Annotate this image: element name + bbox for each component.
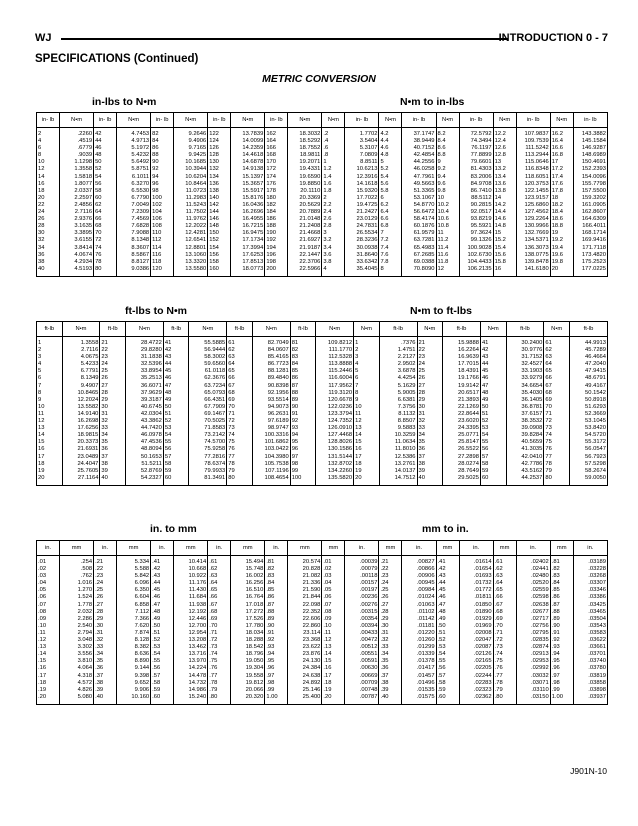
table-ftlb-nm bbox=[36, 321, 608, 486]
column-header: N•m bbox=[316, 322, 354, 337]
value-column: .21 .22 .23 .24 .25 .26 .27 .28 .29 .30 .31 .32 .33 .34 .35 .36 .37 .38 .39 .40 bbox=[379, 556, 402, 705]
table-body-row bbox=[37, 337, 608, 486]
value-column: 16.2 16.4 16.6 16.8 17 17.2 17.4 17.6 17.8 18 18.2 18.4 18.6 18.8 19 19.2 19.4 19.6 19.8 20 bbox=[550, 128, 573, 277]
column-header: in. bbox=[516, 541, 550, 556]
column-header: in. bbox=[37, 541, 60, 556]
value-column: 82.7049 84.0607 85.4165 86.7723 88.1281 89.4840 90.8398 92.1956 93.5514 94.9073 96.2631 97.6189 98.9747 100.3316 101.6862 103.0422 104.3980 105.7538 107.1196 108.4654 bbox=[252, 337, 290, 486]
value-column: .2260 .4519 .6779 .9039 1.1298 1.3558 1.5818 1.8077 2.0337 2.2597 2.4856 2.7116 2.9376 3.1635 3.3895 3.6155 3.8414 4.0674 4.2934 4.5193 bbox=[60, 128, 94, 277]
value-column: 15.494 15.748 16.002 16.256 16.510 16.764 17.018 17.272 17.526 17.780 18.034 18.288 18.542 18.796 19.050 19.304 19.558 19.812 20.066 20.320 bbox=[231, 556, 265, 705]
column-header: in. bbox=[94, 541, 117, 556]
value-column: 41 42 43 44 45 46 47 48 49 50 51 52 53 54 55 56 57 58 59 60 bbox=[163, 337, 189, 486]
section-page: INTRODUCTION 0 - 7 bbox=[498, 32, 608, 44]
column-header: N•m bbox=[544, 322, 570, 337]
column-header: ft-lb bbox=[227, 322, 253, 337]
value-column: 13.7839 14.0099 14.2359 14.4618 14.6878 14.9138 15.1397 15.3657 15.5917 15.8176 16.0436 16.2696 16.4955 16.7215 16.9475 17.1734 17.3994 17.6253 17.8513 18.0773 bbox=[231, 128, 265, 277]
value-column: .01 .02 .03 .04 .05 .06 .07 .08 .09 .10 .11 .12 .13 .14 .15 .16 .17 .18 .19 .20 bbox=[37, 556, 60, 705]
value-column: 4.7453 4.9713 5.1972 5.4232 5.6492 5.8751 6.1011 6.3270 6.5530 6.7790 7.0049 7.2309 7.4569 7.6828 7.9088 8.1348 8.3607 8.5867 8.8127 9.0386 bbox=[117, 128, 151, 277]
section-label-mm-to-in: mm to in. bbox=[422, 523, 469, 535]
value-column: .81 .82 .83 .84 .85 .86 .87 .88 .89 .90 .91 .92 .93 .94 .95 .96 .97 .98 .99 1.00 bbox=[550, 556, 573, 705]
model-code: WJ bbox=[35, 32, 52, 44]
column-header: in- lb bbox=[573, 113, 607, 128]
column-header: mm bbox=[493, 541, 516, 556]
value-column: 1.3558 2.7116 4.0675 5.4233 6.7791 8.1349 9.4907 10.8465 12.2024 13.5582 14.9140 16.2698 17.6256 18.9815 20.3373 21.6931 23.0489 24.4047 25.7605 27.1164 bbox=[62, 337, 100, 486]
column-header: in. bbox=[402, 541, 436, 556]
value-column: 15.9888 16.2264 16.9639 17.7015 18.4391 19.1766 19.9142 20.6517 21.3893 22.1269 22.8644 23.6020 24.3395 25.0771 25.8147 26.5522 27.2898 28.0274 28.7649 29.5025 bbox=[443, 337, 481, 486]
column-header: N•m bbox=[288, 113, 322, 128]
value-column: .01614 .01654 .01693 .01732 .01772 .01811 .01850 .01890 .01929 .01969 .02008 .02047 .02087 .02126 .02165 .02205 .02244 .02283 .02323 .02362 bbox=[459, 556, 493, 705]
value-column: 109.8212 111.1770 112.5328 113.8888 115.2446 116.6004 117.9562 119.3120 120.6678 122.0236 123.3794 124.7352 126.0910 127.4468 128.8026 130.1586 131.5144 132.8702 134.2260 135.5820 bbox=[316, 337, 354, 486]
column-header: N•m bbox=[379, 113, 402, 128]
table-body-row bbox=[37, 128, 608, 277]
column-header: N•m bbox=[126, 322, 164, 337]
table-in-mm bbox=[36, 540, 608, 705]
value-column: 30.2400 30.9776 31.7152 32.4527 33.1903 33.9279 34.6654 35.4030 36.1405 36.8781 37.6157 38.3532 39.0908 39.8284 40.5659 41.3035 42.0410 42.7786 43.5162 44.2537 bbox=[506, 337, 544, 486]
column-header: in. bbox=[459, 541, 493, 556]
column-header: N•m bbox=[493, 113, 516, 128]
value-column: 162 164 166 168 170 172 174 176 178 180 182 184 186 188 190 192 194 196 198 200 bbox=[265, 128, 288, 277]
column-header: mm bbox=[117, 541, 151, 556]
value-column: 61 62 63 64 65 66 67 68 69 70 71 72 73 74 75 76 77 78 79 80 bbox=[544, 337, 570, 486]
value-column: .61 .62 .63 .64 .65 .66 .67 .68 .69 .70 .71 .72 .73 .74 .75 .76 .77 .78 .79 .80 bbox=[208, 556, 231, 705]
column-header: N•m bbox=[231, 113, 265, 128]
column-header: in- lb bbox=[459, 113, 493, 128]
table-header-row bbox=[37, 322, 608, 337]
column-header: N•m bbox=[62, 322, 100, 337]
value-column: 4.2 4.4 4.6 4.8 5 5.2 5.4 5.6 5.8 6 6.2 6.4 6.6 6.8 7 7.2 7.4 7.6 7.8 8 bbox=[379, 128, 402, 277]
value-column: 5.334 5.588 5.842 6.096 6.350 6.604 6.858 7.112 7.366 7.620 7.874 8.128 8.382 8.636 8.890 9.144 9.398 9.652 9.906 10.160 bbox=[117, 556, 151, 705]
column-header: mm bbox=[231, 541, 265, 556]
value-column: .00827 .00866 .00906 .00945 .00984 .01024 .01063 .01102 .01142 .01181 .01220 .01260 .01299 .01339 .01378 .01417 .01457 .01496 .01535 .01575 bbox=[402, 556, 436, 705]
column-header: mm bbox=[288, 541, 322, 556]
column-header: mm bbox=[379, 541, 402, 556]
column-header: N•m bbox=[252, 322, 290, 337]
value-column: 1 2 3 4 5 6 7 8 9 10 11 12 13 14 15 16 17 18 19 20 bbox=[354, 337, 380, 486]
column-header: ft-lb bbox=[443, 322, 481, 337]
value-column: .61 .62 .63 .64 .65 .66 .67 .68 .69 .70 .71 .72 .73 .74 .75 .76 .77 .78 .79 .80 bbox=[493, 556, 516, 705]
column-header: in- lb bbox=[37, 113, 60, 128]
column-header: N•m bbox=[189, 322, 227, 337]
value-column: 8.2 8.4 8.6 8.8 9 9.2 9.4 9.6 9.8 10 10.2 10.4 10.6 10.8 11 11.2 11.4 11.6 11.8 12 bbox=[436, 128, 459, 277]
column-header: ft-lb bbox=[290, 322, 316, 337]
column-header: mm bbox=[322, 541, 345, 556]
column-header: mm bbox=[174, 541, 208, 556]
table-body-row bbox=[37, 556, 608, 705]
column-header: N•m bbox=[322, 113, 345, 128]
value-column: 18.3032 18.5292 18.7552 18.9811 19.2071 19.4331 19.6590 19.8850 20.1110 20.3369 20.5629 20.7889 21.0148 21.2408 21.4668 21.6927 21.9187 22.1447 22.3706 22.5966 bbox=[288, 128, 322, 277]
page-subtitle: METRIC CONVERSION bbox=[262, 73, 376, 85]
column-header: in- lb bbox=[402, 113, 436, 128]
value-column: 72.5792 74.3494 76.1197 77.8899 79.6601 81.4303 83.2006 84.9708 86.7410 88.5112 90.2815 92.0517 93.8219 95.5921 97.3624 99.1326 100.9028 102.6730 104.4433 106.2135 bbox=[459, 128, 493, 277]
column-header: in. bbox=[265, 541, 288, 556]
column-header: in- lb bbox=[265, 113, 288, 128]
column-header: ft-lb bbox=[379, 322, 417, 337]
value-column: .03189 .03228 .03268 .03307 .03346 .03386 .03425 .03465 .03504 .03543 .03583 .03622 .03661 .03701 .03740 .03780 .03819 .03858 .03898 .03937 bbox=[573, 556, 607, 705]
column-header: ft-lb bbox=[100, 322, 126, 337]
value-column: 37.1747 38.9449 40.7152 42.4854 44.2556 46.0258 47.7961 49.5663 51.3365 53.1067 54.8770 56.6472 58.4174 60.1876 61.9579 63.7281 65.4983 67.2685 69.0388 70.8090 bbox=[402, 128, 436, 277]
section-label-nm-to-inlb: N•m to in-lbs bbox=[400, 96, 465, 108]
value-column: .254 .508 .762 1.016 1.270 1.524 1.778 2.032 2.286 2.540 2.794 3.048 3.302 3.556 3.810 4.064 4.318 4.572 4.826 5.080 bbox=[60, 556, 94, 705]
column-header: ft-lb bbox=[163, 322, 189, 337]
value-column: 122 124 126 128 130 132 134 136 138 140 142 144 146 148 150 152 154 156 158 160 bbox=[208, 128, 231, 277]
value-column: .41 .42 .43 .44 .45 .46 .47 .48 .49 .50 .51 .52 .53 .54 .55 .56 .57 .58 .59 .60 bbox=[151, 556, 174, 705]
value-column: .2 .4 .6 .8 1 1.2 1.4 1.6 1.8 2 2.2 2.4 2.6 2.8 3 3.2 3.4 3.6 3.8 4 bbox=[322, 128, 345, 277]
value-column: 81 82 83 84 85 86 87 88 89 90 91 92 93 94 95 96 97 98 99 100 bbox=[290, 337, 316, 486]
column-header: in- lb bbox=[516, 113, 550, 128]
column-header: N•m bbox=[480, 322, 506, 337]
section-label-inlb-to-nm: in-lbs to N•m bbox=[92, 96, 157, 108]
column-header: in- lb bbox=[151, 113, 174, 128]
column-header: N•m bbox=[436, 113, 459, 128]
column-header: N•m bbox=[354, 322, 380, 337]
value-column: .01 .02 .03 .04 .05 .06 .07 .08 .09 .10 .11 .12 .13 .14 .15 .16 .17 .18 .19 .20 bbox=[322, 556, 345, 705]
column-header: N•m bbox=[174, 113, 208, 128]
column-header: N•m bbox=[417, 322, 443, 337]
page-title: SPECIFICATIONS (Continued) bbox=[35, 53, 199, 65]
column-header: N•m bbox=[60, 113, 94, 128]
value-column: 21 22 23 24 25 26 27 28 29 30 31 32 33 34 35 36 37 38 39 40 bbox=[100, 337, 126, 486]
column-header: mm bbox=[550, 541, 573, 556]
column-header: in- lb bbox=[345, 113, 379, 128]
value-column: .41 .42 .43 .44 .45 .46 .47 .48 .49 .50 .51 .52 .53 .54 .55 .56 .57 .58 .59 .60 bbox=[436, 556, 459, 705]
value-column: 61 62 63 64 65 66 67 68 69 70 71 72 73 74 75 76 77 78 79 80 bbox=[227, 337, 253, 486]
value-column: .02402 .02441 .02480 .02520 .02559 .02598 .02638 .02677 .02717 .02756 .02795 .02835 .02874 .02913 .02953 .02992 .03032 .03071 .03110 .03150 bbox=[516, 556, 550, 705]
value-column: 28.4722 29.8280 31.1838 32.5396 33.8954 35.2513 36.6071 37.9629 39.3187 40.6745 42.0304 43.3862 44.7420 46.0978 47.4536 48.8094 50.1653 51.5211 52.8769 54.2327 bbox=[126, 337, 164, 486]
table-header-row bbox=[37, 113, 608, 128]
section-label-in-to-mm: in. to mm bbox=[150, 523, 197, 535]
column-header: N•m bbox=[117, 113, 151, 128]
column-header: in- lb bbox=[94, 113, 117, 128]
value-column: 10.414 10.668 10.922 11.176 11.430 11.684 11.938 12.192 12.446 12.700 12.954 13.208 13.462 13.716 13.970 14.224 14.478 14.732 14.986 15.240 bbox=[174, 556, 208, 705]
value-column: 2 4 6 8 10 12 14 16 18 20 22 24 26 28 30 32 34 36 38 40 bbox=[37, 128, 60, 277]
value-column: .81 .82 .83 .84 .85 .86 .87 .88 .89 .90 .91 .92 .93 .94 .95 .96 .97 .98 .99 1.00 bbox=[265, 556, 288, 705]
value-column: .00039 .00079 .00118 .00157 .00197 .00236 .00276 .00315 .00354 .00394 .00433 .00472 .00512 .00551 .00591 .00630 .00669 .00709 .00748 .00787 bbox=[345, 556, 379, 705]
value-column: .21 .22 .23 .24 .25 .26 .27 .28 .29 .30 .31 .32 .33 .34 .35 .36 .37 .38 .39 .40 bbox=[94, 556, 117, 705]
column-header: mm bbox=[60, 541, 94, 556]
header-rule bbox=[61, 38, 508, 40]
value-column: 41 42 43 44 45 46 47 48 49 50 51 52 53 54 55 56 57 58 59 60 bbox=[480, 337, 506, 486]
section-label-ftlb-to-nm: ft-lbs to N•m bbox=[125, 305, 188, 317]
value-column: 12.2 12.4 12.6 12.8 13 13.2 13.4 13.6 13.8 14 14.2 14.4 14.6 14.8 15 15.2 15.4 15.6 15.8 16 bbox=[493, 128, 516, 277]
page-header bbox=[35, 32, 608, 46]
column-header: in. bbox=[573, 541, 607, 556]
value-column: 1.7702 3.5404 5.3107 7.0809 8.8511 10.6213 12.3916 14.1618 15.9320 17.7022 19.4725 21.2427 23.0129 24.7831 26.5534 28.3236 30.0938 31.8640 33.6342 35.4045 bbox=[345, 128, 379, 277]
value-column: 42 44 46 48 50 52 54 56 58 60 62 64 66 68 70 72 74 76 78 80 bbox=[94, 128, 117, 277]
column-header: N•m bbox=[550, 113, 573, 128]
value-column: 44.9913 45.7289 46.4664 47.2040 47.9415 48.6791 49.4167 50.1542 50.8918 51.6293 52.3669 53.1045 53.8420 54.5720 55.3172 56.0547 56.7923 57.5298 58.2674 59.0050 bbox=[569, 337, 607, 486]
value-column: 82 84 86 88 90 92 94 96 98 100 102 104 106 108 110 112 114 116 118 120 bbox=[151, 128, 174, 277]
value-column: 143.3882 145.1584 146.9287 148.6989 150.4691 152.2393 154.0096 155.7798 157.5500 159.3202 161.0905 162.8607 164.6309 166.4011 168.1714 169.9416 171.7118 173.4820 175.2523 177.0225 bbox=[573, 128, 607, 277]
table-inlb-nm bbox=[36, 112, 608, 277]
column-header: mm bbox=[436, 541, 459, 556]
figure-code: J901N-10 bbox=[570, 766, 607, 776]
column-header: in. bbox=[151, 541, 174, 556]
value-column: 20.574 20.828 21.082 21.336 21.590 21.844 22.098 22.352 22.606 22.860 23.114 23.368 23.622 23.876 24.130 24.384 24.638 24.892 25.146 25.400 bbox=[288, 556, 322, 705]
value-column: 21 22 23 24 25 26 27 28 29 30 31 32 33 34 35 36 37 38 39 40 bbox=[417, 337, 443, 486]
column-header: ft-lb bbox=[506, 322, 544, 337]
value-column: .7376 1.4751 2.2127 2.9502 3.6878 4.4254 5.1629 5.9005 6.6381 7.3756 8.1132 8.8507 9.5883 10.3259 11.0634 11.8010 12.5386 13.2761 14.0137 14.7512 bbox=[379, 337, 417, 486]
column-header: in- lb bbox=[208, 113, 231, 128]
value-column: 107.9837 109.7539 111.5242 113.2944 115.0646 116.8348 118.6051 120.3753 122.1455 123.9157 125.6860 127.4562 129.2264 130.9966 132.7669 134.5371 136.3073 138.0775 139.8478 141.6180 bbox=[516, 128, 550, 277]
value-column: 55.5885 56.9444 58.3002 59.6560 61.0118 62.3676 63.7234 65.0793 66.4351 67.7909 69.1467 70.5025 71.8583 73.2142 74.5700 75.9258 77.2816 78.6374 79.9933 81.3491 bbox=[189, 337, 227, 486]
column-header: ft-lb bbox=[569, 322, 607, 337]
section-label-nm-to-ftlb: N•m to ft-lbs bbox=[410, 305, 473, 317]
column-header: in. bbox=[345, 541, 379, 556]
table-header-row bbox=[37, 541, 608, 556]
column-header: in. bbox=[208, 541, 231, 556]
column-header: ft-lb bbox=[37, 322, 63, 337]
value-column: 1 2 3 4 5 6 7 8 9 10 11 12 13 14 15 16 17 18 19 20 bbox=[37, 337, 63, 486]
value-column: 9.2646 9.4906 9.7165 9.9425 10.1685 10.3944 10.6204 10.8464 11.0723 11.2983 11.5243 11.7502 11.9762 12.2022 12.4281 12.6541 12.8801 13.1060 13.3320 13.5580 bbox=[174, 128, 208, 277]
